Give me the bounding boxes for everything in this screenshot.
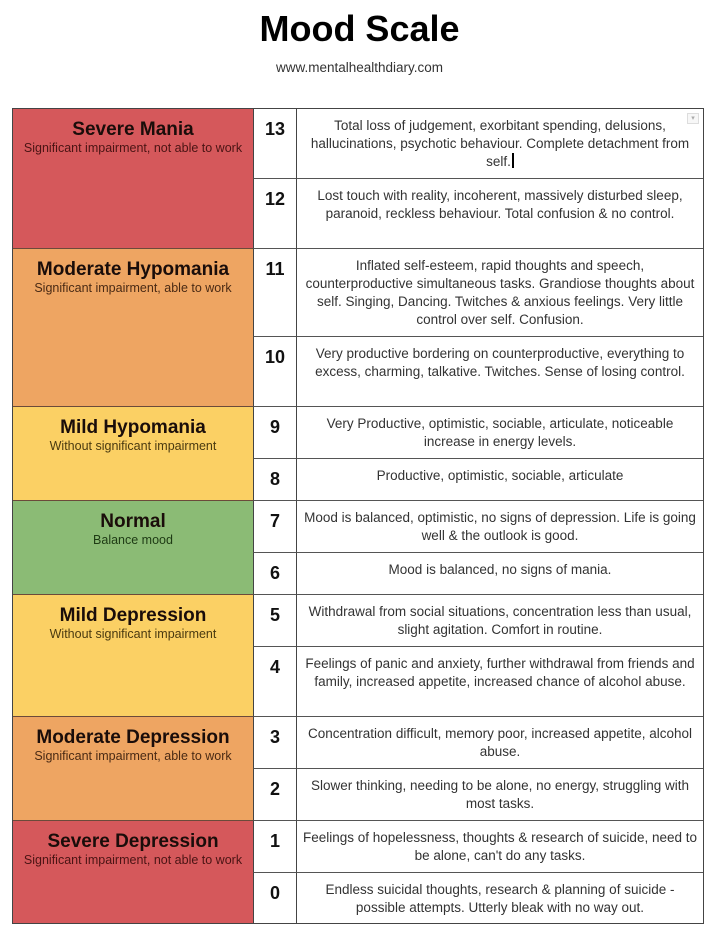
cell-menu-icon[interactable]: ▾ [687, 113, 699, 124]
score-cell: 12 [253, 179, 297, 249]
source-url: www.mentalhealthdiary.com [275, 60, 444, 75]
category-normal [13, 501, 253, 595]
category-moderate-depression [13, 717, 253, 821]
category-moderate-hypomania [13, 249, 253, 407]
page-title: Mood Scale [259, 8, 460, 49]
text-cursor [512, 153, 514, 168]
description-cell: Slower thinking, needing to be alone, no energy, struggling with most tasks. [297, 769, 703, 821]
category-mild-hypomania [13, 407, 253, 501]
score-cell: 2 [253, 769, 297, 821]
score-cell: 9 [253, 407, 297, 459]
description-cell: Mood is balanced, no signs of mania. [297, 553, 703, 595]
category-subtitle: Significant impairment, able to work [34, 281, 232, 295]
description-cell: Withdrawal from social situations, concentration less than usual, slight agitation. Comfort in routine. [297, 595, 703, 647]
category-severe-depression [13, 821, 253, 923]
category-subtitle: Without significant impairment [49, 439, 217, 453]
score-cell: 3 [253, 717, 297, 769]
description-cell: Concentration difficult, memory poor, increased appetite, alcohol abuse. [297, 717, 703, 769]
description-text: Total loss of judgement, exorbitant spending, delusions, hallucinations, psychotic behaviour. Complete detachment from self. [310, 118, 690, 169]
category-title: Moderate Depression [36, 727, 230, 748]
score-cell: 7 [253, 501, 297, 553]
category-subtitle: Without significant impairment [49, 627, 217, 641]
category-severe-mania [13, 109, 253, 249]
category-title: Normal [100, 511, 166, 532]
category-title: Mild Depression [59, 605, 207, 626]
score-cell: 1 [253, 821, 297, 873]
score-cell: 0 [253, 873, 297, 923]
description-cell: Mood is balanced, optimistic, no signs of depression. Life is going well & the outlook is good. [297, 501, 703, 553]
description-cell: Productive, optimistic, sociable, articulate [297, 459, 703, 501]
score-cell: 5 [253, 595, 297, 647]
score-cell: 8 [253, 459, 297, 501]
description-cell: Endless suicidal thoughts, research & planning of suicide - possible attempts. Utterly bleak with no way out. [325, 882, 675, 915]
description-cell: Very productive bordering on counterproductive, everything to excess, charming, talkative. Twitches. Sense of losing control. [297, 337, 703, 407]
category-title: Severe Depression [47, 831, 219, 852]
score-cell: 13 [253, 109, 297, 179]
description-cell: Very Productive, optimistic, sociable, articulate, noticeable increase in energy levels. [297, 407, 703, 459]
category-title: Mild Hypomania [60, 417, 206, 438]
description-cell: Feelings of panic and anxiety, further withdrawal from friends and family, increased appetite, increased chance of alcohol abuse. [297, 647, 703, 717]
score-cell: 6 [253, 553, 297, 595]
category-title: Severe Mania [72, 119, 194, 140]
category-subtitle: Significant impairment, not able to work [23, 141, 243, 155]
category-subtitle: Significant impairment, able to work [34, 749, 232, 763]
category-subtitle: Balance mood [93, 533, 173, 547]
description-cell: Feelings of hopelessness, thoughts & research of suicide, need to be alone, can't do any tasks. [297, 821, 703, 873]
category-mild-depression [13, 595, 253, 717]
description-cell[interactable] [297, 109, 703, 179]
mood-scale-table [12, 108, 704, 924]
score-cell: 10 [253, 337, 297, 407]
score-cell: 4 [253, 647, 297, 717]
description-cell: Inflated self-esteem, rapid thoughts and speech, counterproductive simultaneous tasks. Grandiose thoughts about self. Singing, Dancing. Twitches & anxious feelings. Very little control over self. Confusion. [297, 249, 703, 337]
category-title: Moderate Hypomania [36, 259, 230, 280]
category-subtitle: Significant impairment, not able to work [23, 853, 243, 867]
score-cell: 11 [253, 249, 297, 337]
description-cell: Lost touch with reality, incoherent, massively disturbed sleep, paranoid, reckless behaviour. Total confusion & no control. [297, 179, 703, 249]
